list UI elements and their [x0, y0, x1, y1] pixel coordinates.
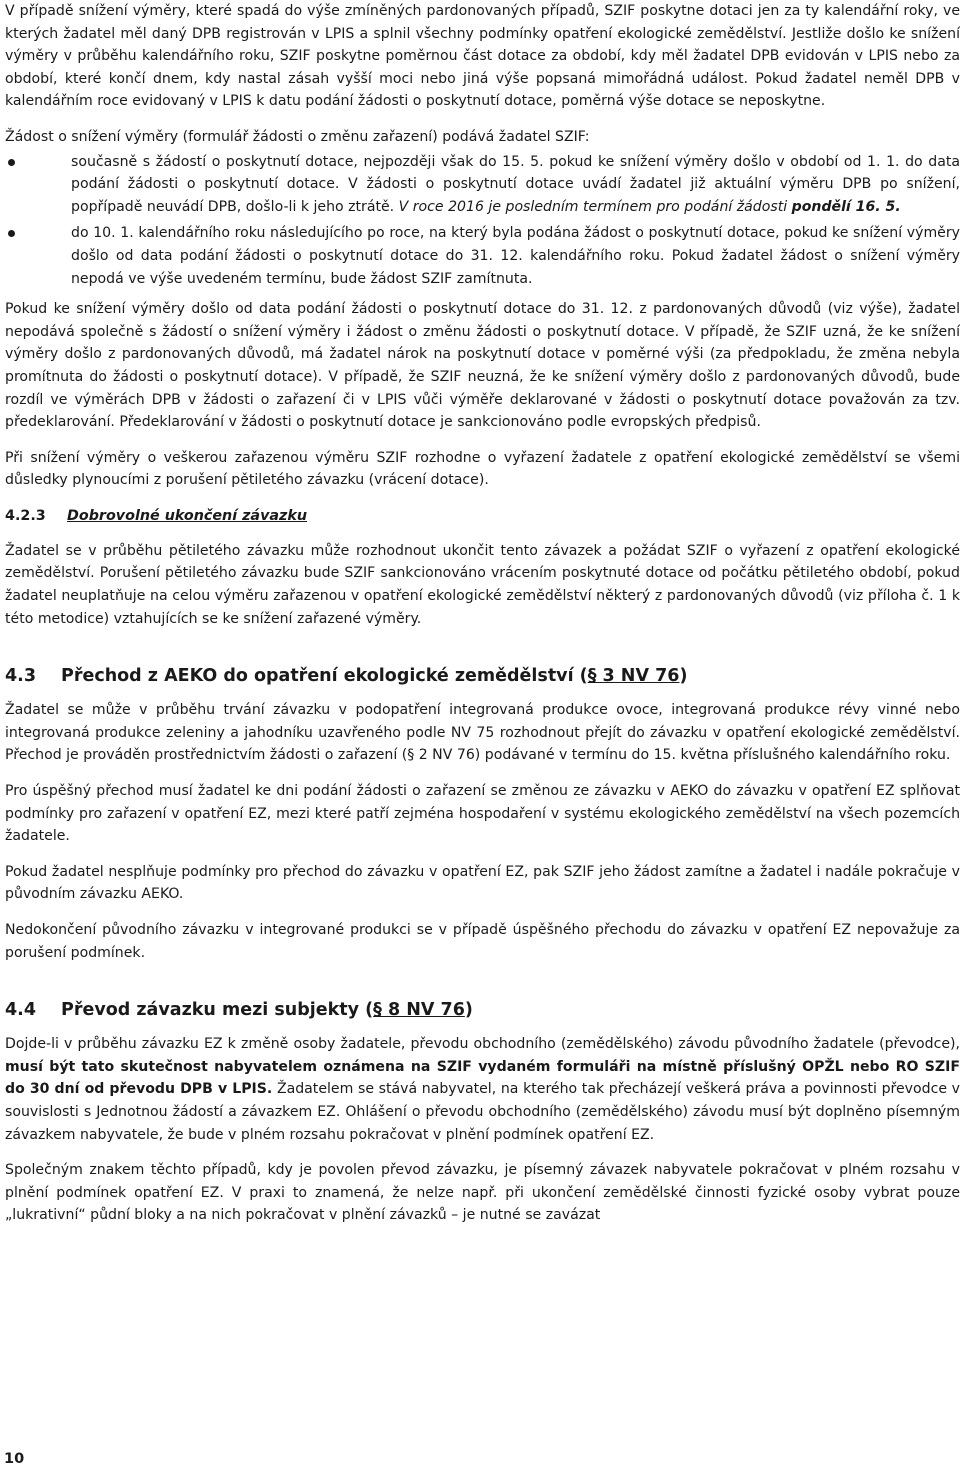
section-title: Přechod z AEKO do opatření ekologické zemědělství (: [61, 666, 588, 687]
paragraph-transition-conditions: Pro úspěšný přechod musí žadatel ke dni podání žádosti o zařazení se změnou ze závazku v AEKO do závazku v opatření EZ splňovat podmínky pro zařazení v opatření EZ, mezi které patří zejména hospodaření v systému ekologického zemědělství na všech pozemcích žadatele.: [5, 783, 960, 845]
section-title-end: ): [464, 1000, 473, 1021]
paragraph-reduction-pardoned: V případě snížení výměry, které spadá do výše zmíněných pardonovaných případů, SZIF poskytne dotaci jen za ty kalendářní roky, ve kterých žadatel měl daný DPB registrován v LPIS a splnil všechny podmínky opatření ekologické zemědělství. Jestliže došlo ke snížení výměry v průběhu kalendářního roku, SZIF poskytne poměrnou část dotace za období, kdy měl žadatel DPB evidován v LPIS nebo za období, které končí dnem, kdy nastal zásah vyšší moci nebo jiná výše popsaná mimořádná událost. Pokud žadatel neměl DPB v kalendářním roce evidovaný v LPIS k datu podání žádosti o poskytnutí dotace, poměrná výše dotace se neposkytne.: [5, 3, 960, 110]
paragraph-bold-obligation: musí být tato skutečnost nabyvatelem oznámena na SZIF vydaném formuláři na místně příslušný OPŽL nebo RO SZIF do 30 dní od převodu DPB v LPIS.: [5, 1058, 960, 1098]
paragraph-reduction-request: Žádost o snížení výměry (formulář žádosti o změnu zařazení) podává žadatel SZIF:: [5, 128, 590, 145]
paragraph-transition-breach: Nedokončení původního závazku v integrované produkci se v případě úspěšného přechodu do závazku v opatření EZ nepovažuje za porušení podmínek.: [5, 922, 960, 961]
section-title-end: ): [679, 666, 688, 687]
deadline-list: [5, 151, 960, 291]
paragraph-full-reduction: Při snížení výměry o veškerou zařazenou výměru SZIF rozhodne o vyřazení žadatele z opatření ekologické zemědělství se všemi důsledky plynoucími z porušení pětiletého závazku (vrácení dotace).: [5, 449, 960, 489]
page-number: 10: [4, 1451, 25, 1467]
bullet-text: současně s žádostí o poskytnutí dotace, nejpozději však do 15. 5. pokud ke snížení výměry došlo v období od 1. 1. do data podání žádosti o poskytnutí dotace. V žádosti o poskytnutí dotace uvádí žadatel již aktuální výměru DPB po snížení, popřípadě neuvádí DPB, došlo-li k jeho ztrátě.: [71, 153, 960, 215]
bullet-icon: [8, 230, 15, 237]
section-heading-4-2-3: [5, 505, 960, 527]
list-item: [5, 222, 960, 290]
paragraph-voluntary-termination: Žadatel se v průběhu pětiletého závazku může rozhodnout ukončit tento závazek a požádat SZIF o vyřazení z opatření ekologické zemědělství. Porušení pětiletého závazku bude SZIF sankcionováno vrácením poskytnuté dotace od počátku pětiletého období, pokud žadatel neuplatňuje na celou výměru zařazenou v opatření ekologické zemědělství některý z pardonovaných důvodů (viz příloha č. 1 k této metodice) vztahujících se ke snížení zařazené výměry.: [5, 542, 960, 627]
paragraph-transition-rejection: Pokud žadatel nesplňuje podmínky pro přechod do závazku v opatření EZ, pak SZIF jeho žádost zamítne a žadatel i nadále pokračuje v původním závazku AEKO.: [5, 863, 960, 903]
section-title-reference-link[interactable]: § 8 NV 76: [373, 1000, 465, 1021]
list-item: [5, 151, 960, 219]
paragraph-transfer-common-feature: Společným znakem těchto případů, kdy je povolen převod závazku, je písemný závazek nabyvatele pokračovat v plném rozsahu v plnění podmínek opatření EZ. V praxi to znamená, že nelze např. při ukončení zemědělské činnosti fyzické osoby vybrat pouze „lukrativní“ půdní bloky a na nich pokračovat v plnění závazků – je nutné se zavázat: [5, 1162, 960, 1224]
paragraph-transition-intro: Žadatel se může v průběhu trvání závazku v podopatření integrovaná produkce ovoce, integrovaná produkce révy vinné nebo integrovaná produkce zeleniny a jahodníku uzavřeného podle NV 75 rozhodnout přejít do závazku v opatření ekologické zemědělství. Přechod je prováděn prostřednictvím žádosti o zařazení (§ 2 NV 76) podávané v termínu do 15. května příslušného kalendářního roku.: [5, 702, 960, 764]
bullet-italic-note: V roce 2016 je posledním termínem pro podání žádosti: [398, 198, 788, 215]
section-number: 4.2.3: [5, 507, 46, 524]
document-page: [5, 0, 960, 1227]
section-number: 4.4: [5, 1000, 37, 1021]
section-title: Dobrovolné ukončení závazku: [67, 507, 308, 524]
section-number: 4.3: [5, 666, 37, 687]
section-title-reference-link[interactable]: § 3 NV 76: [587, 666, 680, 687]
bullet-text: do 10. 1. kalendářního roku následujícího po roce, na který byla podána žádost o poskytnutí dotace, pokud ke snížení výměry došlo od data podání žádosti o poskytnutí dotace do 31. 12. kalendářního roku. Pokud žadatel žádost o snížení výměry nepodá ve výše uvedeném termínu, bude žádost SZIF zamítnuta.: [71, 225, 960, 287]
bullet-deadline-date: pondělí 16. 5.: [791, 198, 901, 215]
section-heading-4-3: [5, 663, 960, 689]
section-title: Převod závazku mezi subjekty (: [61, 1000, 374, 1021]
paragraph-pardoned-after-submission: Pokud ke snížení výměry došlo od data podání žádosti o poskytnutí dotace do 31. 12. z pardonovaných důvodů (viz výše), žadatel nepodává společně s žádostí o snížení výměry i žádost o změnu žádosti o poskytnutí dotace. V případě, že SZIF uzná, že ke snížení výměry došlo z pardonovaných důvodů, má žadatel nárok na poskytnutí dotace v poměrné výši (za předpokladu, že změna nebyla promítnuta do žádosti o poskytnutí dotace). V případě, že SZIF neuzná, že ke snížení výměry došlo z pardonovaných důvodů, bude rozdíl ve výměrách DPB v žádosti o zařazení či v LPIS vůči výměře deklarované v žádosti o poskytnutí dotace považován za tzv. předeklarování. Předeklarování v žádosti o poskytnutí dotace je sankcionováno podle evropských předpisů.: [5, 301, 960, 431]
paragraph-text: Žadatelem se stává nabyvatel, na kterého tak přecházejí veškerá práva a povinnosti převodce v souvislosti s Jednotnou žádostí a závazkem EZ. Ohlášení o převodu obchodního (zemědělského) závodu musí být doplněno písemným závazkem nabyvatele, že bude v plném rozsahu pokračovat v plnění podmínek opatření EZ.: [5, 1081, 960, 1143]
paragraph-text: Dojde-li v průběhu závazku EZ k změně osoby žadatele, převodu obchodního (zemědělského) závodu původního žadatele (převodce),: [5, 1036, 960, 1053]
paragraph-commitment-transfer: [5, 1033, 960, 1146]
bullet-icon: [8, 159, 15, 166]
section-heading-4-4: [5, 997, 960, 1023]
